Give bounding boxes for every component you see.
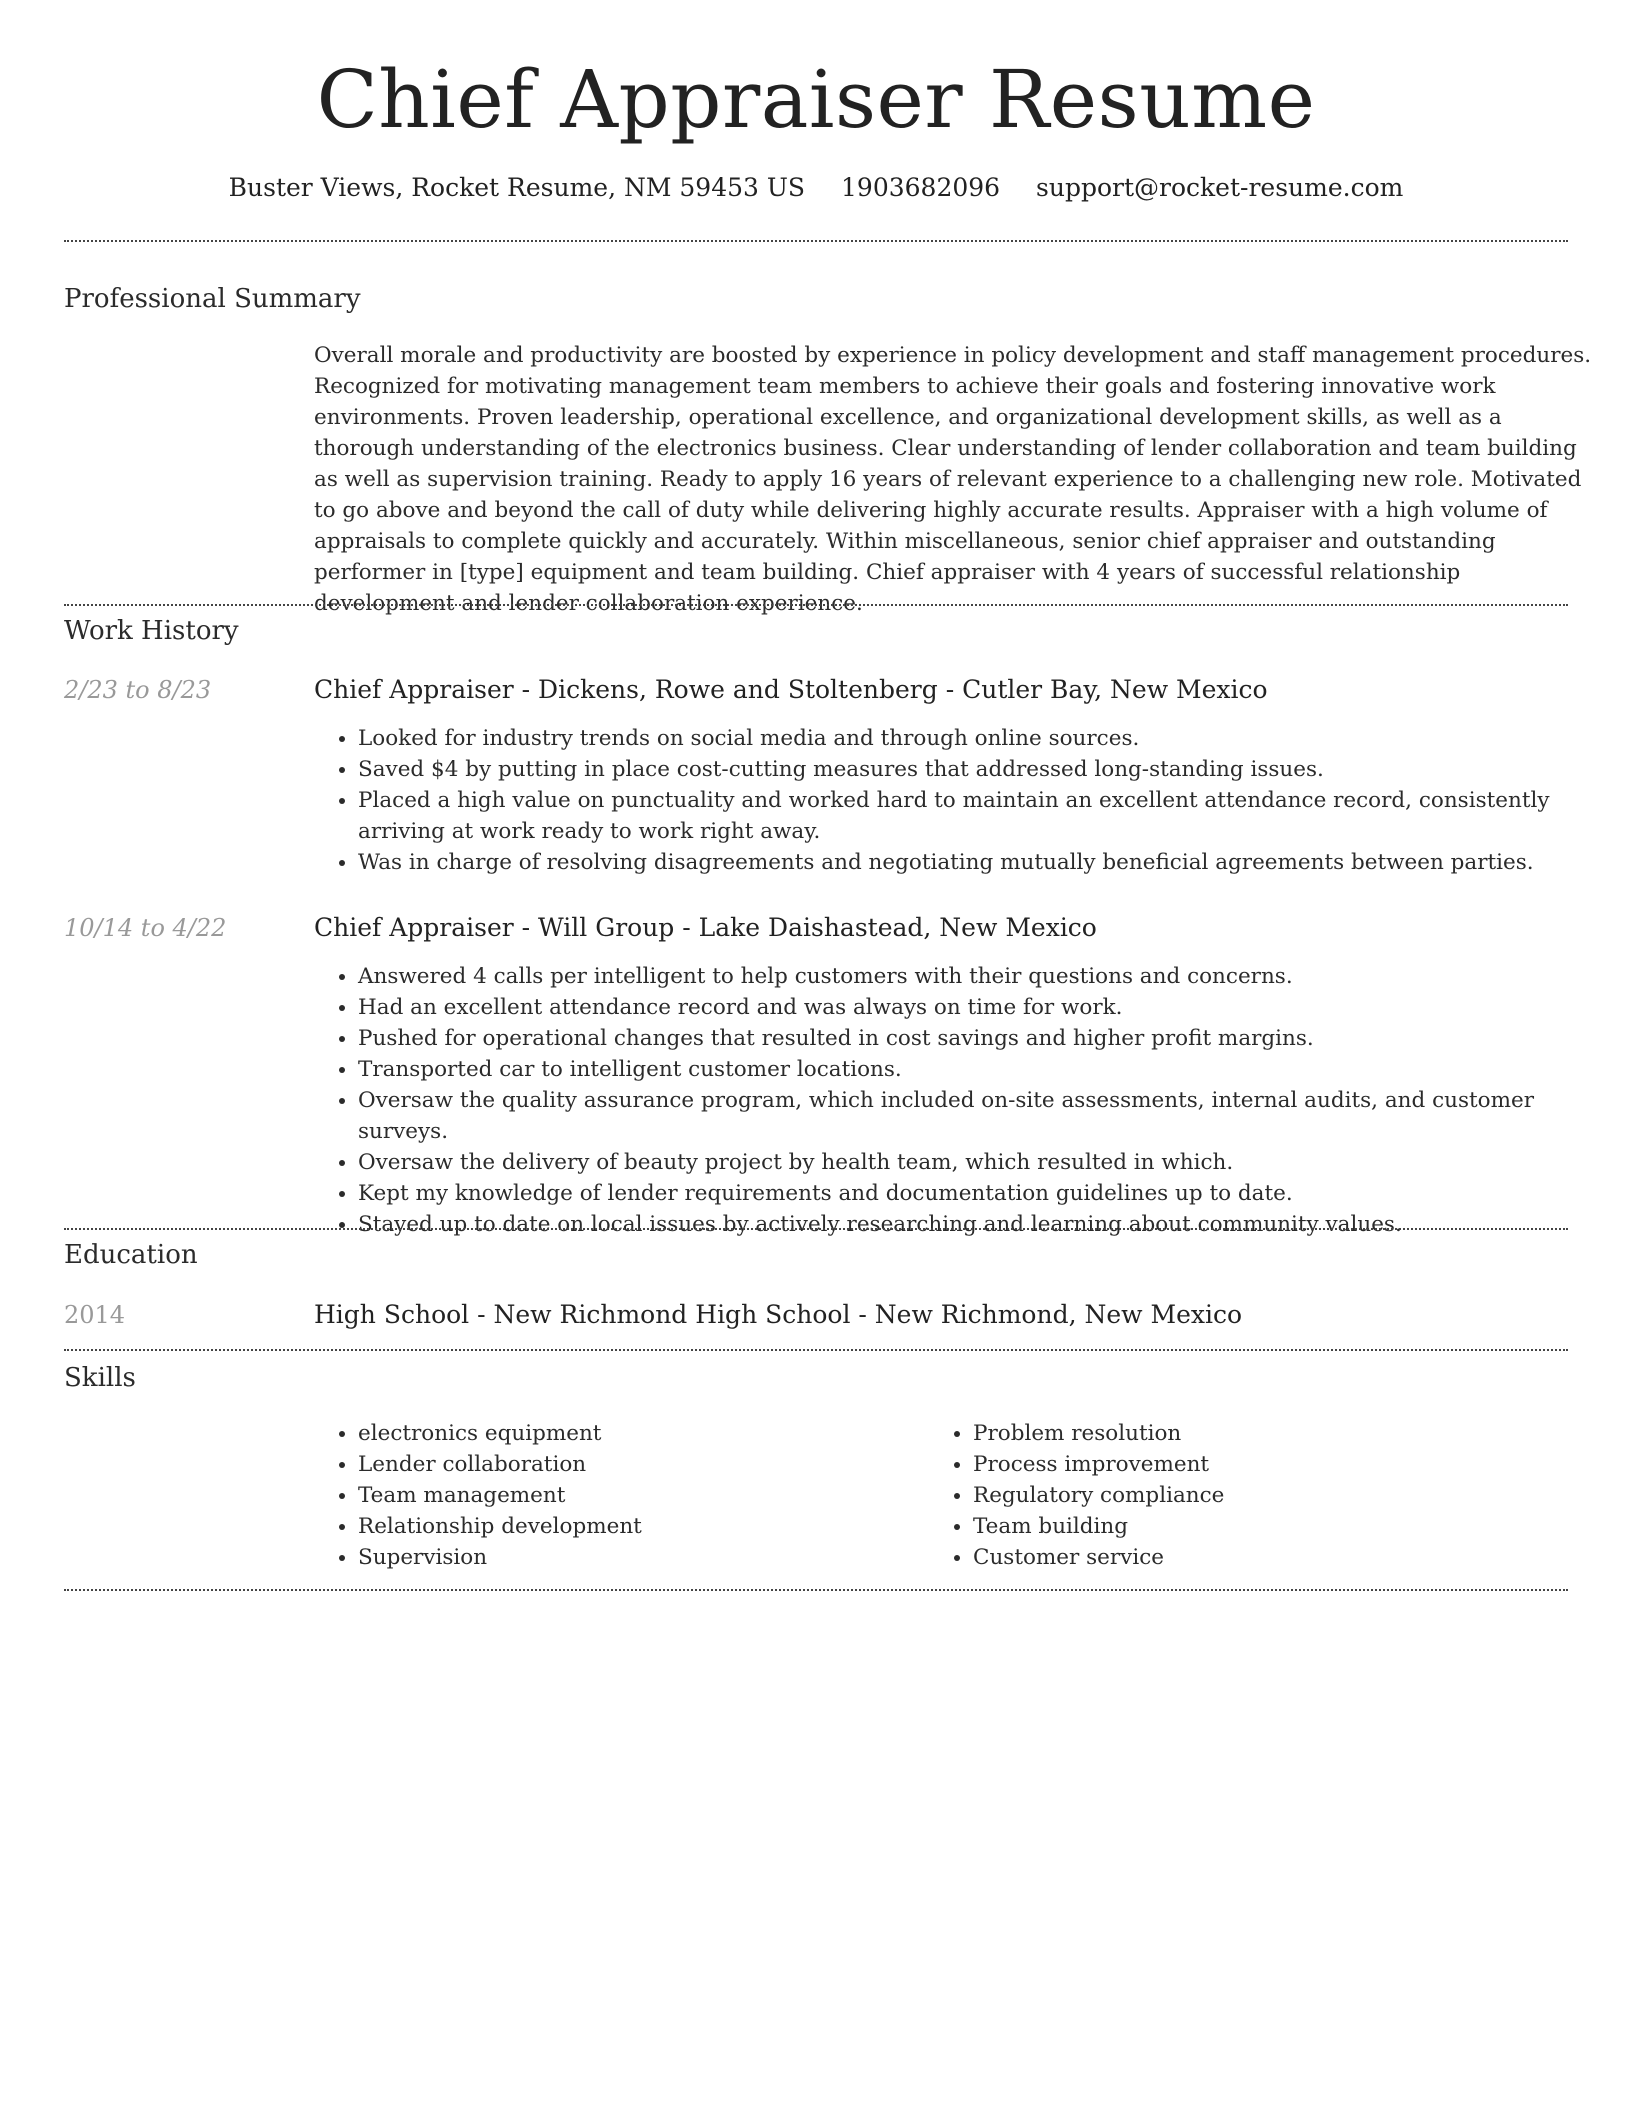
list-item: • Was in charge of resolving disagreements and negotiating mutually beneficial agreements between parties. xyxy=(358,847,1568,878)
contact-address: Buster Views, Rocket Resume, NM 59453 US xyxy=(228,173,806,202)
list-item: • Had an excellent attendance record and was always on time for work. xyxy=(358,992,1568,1023)
summary-text: Overall morale and productivity are boosted by experience in policy development and staff management procedures. Recognized for motivating management team members to achieve their goals and fostering innovative work environments. Proven leadership, operational excellence, and organizational development skills, as well as a thorough understanding of the electronics business. Clear understanding of lender collaboration and team building as well as supervision training. Ready to apply 16 years of relevant experience to a challenging new role. Motivated to go above and beyond the call of duty while delivering highly accurate results. Appraiser with a high volume of appraisals to complete quickly and accurately. Within miscellaneous, senior chief appraiser and outstanding performer in [type] equipment and team building. Chief appraiser with 4 years of successful relationship development and lender collaboration experience. xyxy=(314,343,1592,616)
section-heading-summary: Professional Summary xyxy=(64,284,361,314)
contact-email: support@rocket-resume.com xyxy=(1036,173,1404,202)
list-item: • Answered 4 calls per intelligent to help customers with their questions and concerns. xyxy=(358,961,1568,992)
list-item: • Process improvement xyxy=(973,1449,1529,1480)
divider xyxy=(64,1589,1568,1591)
job-dates: 2/23 to 8/23 xyxy=(64,676,212,704)
list-item: • electronics equipment xyxy=(358,1418,914,1449)
education-year: 2014 xyxy=(64,1301,126,1329)
list-item: • Customer service xyxy=(973,1542,1529,1573)
list-item: • Team management xyxy=(358,1480,914,1511)
list-item: • Kept my knowledge of lender requirements and documentation guidelines up to date. xyxy=(358,1178,1568,1209)
divider xyxy=(64,1228,1568,1230)
contact-phone: 1903682096 xyxy=(841,173,1001,202)
list-item: • Stayed up to date on local issues by actively researching and learning about community values. xyxy=(358,1209,1568,1240)
list-item: • Pushed for operational changes that resulted in cost savings and higher profit margins. xyxy=(358,1023,1568,1054)
list-item: • Saved $4 by putting in place cost-cutting measures that addressed long-standing issues. xyxy=(358,754,1568,785)
list-item: • Lender collaboration xyxy=(358,1449,914,1480)
list-item: • Supervision xyxy=(358,1542,914,1573)
section-heading-skills: Skills xyxy=(64,1363,136,1393)
job-dates: 10/14 to 4/22 xyxy=(64,914,227,942)
list-item: • Looked for industry trends on social media and through online sources. xyxy=(358,723,1568,754)
list-item: • Relationship development xyxy=(358,1511,914,1542)
section-heading-work: Work History xyxy=(64,616,239,646)
list-item: • Oversaw the quality assurance program, which included on-site assessments, internal audits, and customer surveys. xyxy=(358,1085,1568,1147)
skills-list-left xyxy=(314,1418,914,1573)
divider xyxy=(64,1349,1568,1351)
education-entry: High School - New Richmond High School - New Richmond, New Mexico xyxy=(314,1300,1243,1329)
job-bullets xyxy=(314,961,1568,1240)
job-title: Chief Appraiser - Will Group - Lake Daishastead, New Mexico xyxy=(314,913,1097,942)
job-bullets xyxy=(314,723,1568,878)
skills-list-right xyxy=(929,1418,1529,1573)
list-item: • Placed a high value on punctuality and worked hard to maintain an excellent attendance record, consistently arriving at work ready to work right away. xyxy=(358,785,1568,847)
list-item: • Regulatory compliance xyxy=(973,1480,1529,1511)
list-item: • Transported car to intelligent customer locations. xyxy=(358,1054,1568,1085)
list-item: • Problem resolution xyxy=(973,1418,1529,1449)
list-item: • Team building xyxy=(973,1511,1529,1542)
divider xyxy=(64,240,1568,242)
job-title: Chief Appraiser - Dickens, Rowe and Stoltenberg - Cutler Bay, New Mexico xyxy=(314,675,1268,704)
contact-line xyxy=(64,170,1568,206)
list-item: • Oversaw the delivery of beauty project by health team, which resulted in which. xyxy=(358,1147,1568,1178)
section-heading-education: Education xyxy=(64,1240,198,1270)
divider xyxy=(64,604,1568,606)
resume-title: Chief Appraiser Resume xyxy=(316,53,1316,146)
